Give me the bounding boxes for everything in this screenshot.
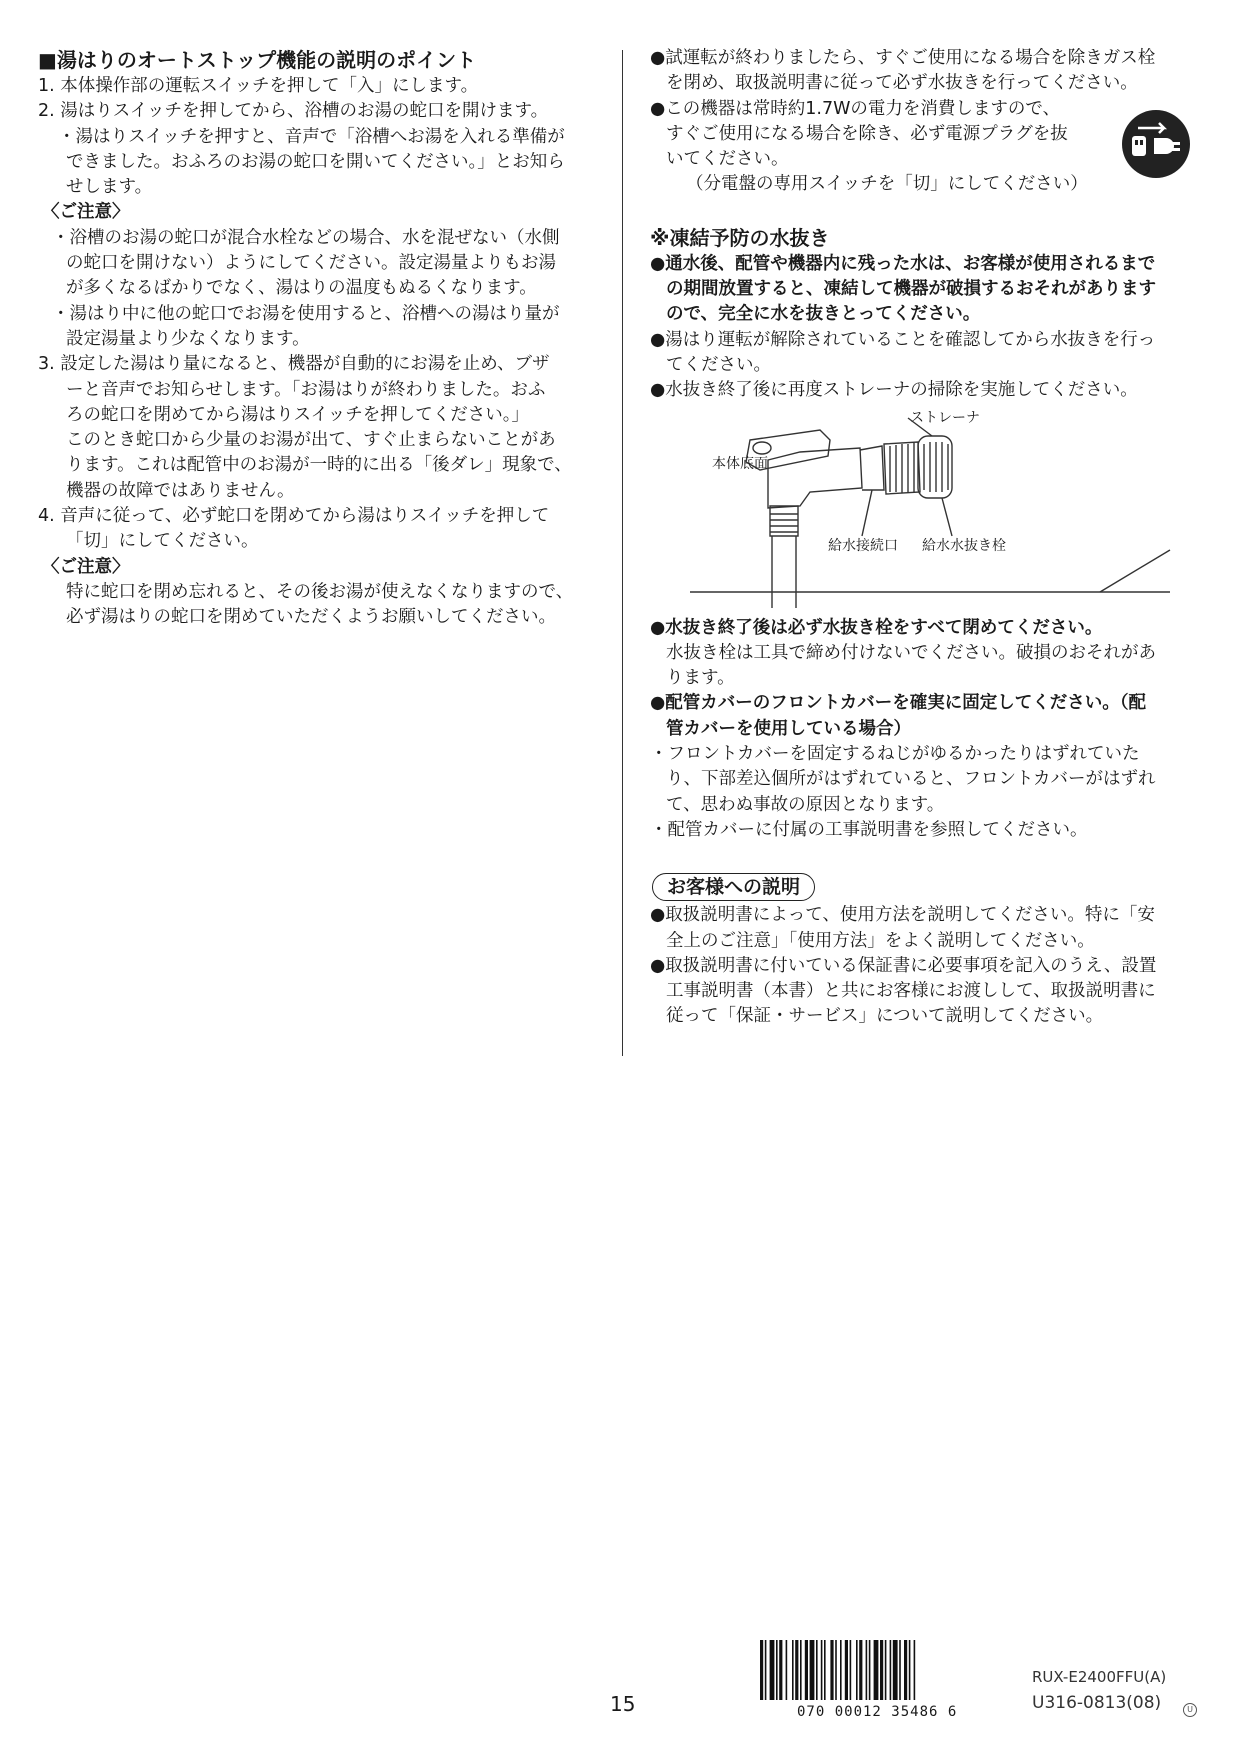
caution-text: 設定湯量より少なくなります。 (66, 328, 310, 349)
barcode-bar (792, 1640, 794, 1700)
step-1: 1. 本体操作部の運転スイッチを押して「入」にします。 (38, 76, 479, 96)
barcode-graphic (758, 1640, 974, 1700)
drain-diagram (650, 410, 1210, 610)
barcode-bar (850, 1640, 852, 1700)
page-number: 15 (610, 1692, 636, 1716)
caution-text: 特に蛇口を閉め忘れると、その後お湯が使えなくなりますので、 (66, 581, 574, 602)
power-note: いてください。 (666, 149, 789, 170)
model-number: RUX-E2400FFU(A) (1032, 1668, 1167, 1686)
step-3: ろの蛇口を閉めてから湯はりスイッチを押してください。」 (66, 404, 530, 425)
step-3: 3. 設定した湯はり量になると、機器が自動的にお湯を止め、ブザ (38, 354, 550, 375)
barcode-bar (869, 1640, 871, 1700)
step-2-sub-line: せします。 (66, 177, 153, 198)
caution-text: 必ず湯はりの蛇口を閉めていただくようお願いしてください。 (66, 607, 556, 628)
freeze-note: てください。 (666, 354, 771, 375)
close-drain-note: ります。 (666, 668, 735, 689)
customer-note: 工事説明書（本書）と共にお客様にお渡しして、取扱説明書に (666, 981, 1156, 1002)
close-drain-note: 水抜き栓は工具で締め付けないでください。破損のおそれがあ (666, 642, 1156, 663)
cover-note: ・フロントカバーを固定するねじがゆるかったりはずれていた (650, 744, 1140, 765)
freeze-warning: の期間放置すると、凍結して機器が破損するおそれがあります (666, 279, 1156, 300)
barcode-bar (856, 1640, 858, 1700)
freeze-note: ●湯はり運転が解除されていることを確認してから水抜きを行っ (650, 329, 1156, 350)
barcode-bar (824, 1640, 826, 1700)
barcode-bar (810, 1640, 815, 1700)
barcode-bar (866, 1640, 868, 1700)
freeze-note: ●水抜き終了後に再度ストレーナの掃除を実施してください。 (650, 380, 1138, 401)
barcode-bar (840, 1640, 842, 1700)
customer-note: 全上のご注意」「使用方法」をよく説明してください。 (666, 930, 1095, 951)
barcode-bar (899, 1640, 901, 1700)
step-3: ーと音声でお知らせします。「お湯はりが終わりました。おふ (66, 379, 546, 400)
barcode-bar (880, 1640, 883, 1700)
barcode-bar (874, 1640, 879, 1700)
barcode-bar (786, 1640, 788, 1700)
barcode-bar (800, 1640, 802, 1700)
barcode-bar (770, 1640, 775, 1700)
barcode-bar (779, 1640, 782, 1700)
caution-text: ・浴槽のお湯の蛇口が混合水栓などの場合、水を混ぜない（水側 (52, 227, 560, 248)
power-note: すぐご使用になる場合を除き、必ず電源プラグを抜 (666, 123, 1068, 144)
cover-note: ・配管カバーに付属の工事説明書を参照してください。 (650, 819, 1088, 840)
barcode-bar (830, 1640, 833, 1700)
barcode-bar (893, 1640, 898, 1700)
cover-note: り、下部差込個所がはずれていると、フロントカバーがはずれ (666, 769, 1156, 790)
cover-warning: ●配管カバーのフロントカバーを確実に固定してください。（配 (650, 693, 1146, 714)
test-run-note: を閉め、取扱説明書に従って必ず水抜きを行ってください。 (666, 73, 1138, 94)
step-3: ります。これは配管中のお湯が一時的に出る「後ダレ」現象で、 (66, 455, 572, 476)
cover-note: て、思わぬ事故の原因となります。 (666, 794, 945, 815)
document-code: U316-0813(08) (1032, 1693, 1162, 1713)
body-bottom-label: 本体底面 (712, 455, 768, 472)
water-inlet-label: 給水接続口 (828, 537, 898, 554)
freeze-warning: ●通水後、配管や機器内に残った水は、お客様が使用されるまで (650, 253, 1156, 274)
barcode-bar (909, 1640, 911, 1700)
barcode-digits: 070 00012 35486 6 (797, 1704, 958, 1720)
caution-text: の蛇口を開けない）ようにしてください。設定湯量よりもお湯 (66, 253, 556, 274)
circle-mark: U (1183, 1703, 1197, 1717)
caution-text: ・湯はり中に他の蛇口でお湯を使用すると、浴槽への湯はり量が (52, 303, 560, 324)
freeze-heading: ※凍結予防の水抜き (650, 225, 830, 250)
power-note: （分電盤の専用スイッチを「切」にしてください） (686, 174, 1088, 195)
step-4: 4. 音声に従って、必ず蛇口を閉めてから湯はりスイッチを押して (38, 506, 550, 527)
close-drain-warning: ●水抜き終了後は必ず水抜き栓をすべて閉めてください。 (650, 617, 1103, 638)
unplug-icon (1120, 108, 1192, 180)
barcode-bar (816, 1640, 818, 1700)
barcode-bar (805, 1640, 808, 1700)
strainer-label: ストレーナ (910, 409, 980, 426)
customer-note: ●取扱説明書によって、使用方法を説明してください。特に「安 (650, 905, 1155, 926)
step-2-sub-line: ・湯はりスイッチを押すと、音声で「浴槽へお湯を入れる準備が (58, 126, 565, 147)
barcode-bar (821, 1640, 823, 1700)
barcode-bar (859, 1640, 862, 1700)
power-note: ●この機器は常時約1.7Wの電力を消費しますので、 (650, 98, 1061, 119)
column-divider (622, 50, 623, 1056)
barcode-bar (795, 1640, 798, 1700)
customer-note: ●取扱説明書に付いている保証書に必要事項を記入のうえ、設置 (650, 955, 1157, 976)
test-run-note: ●試運転が終わりましたら、すぐご使用になる場合を除きガス栓 (650, 48, 1156, 68)
left-column (38, 46, 598, 631)
barcode-bar (885, 1640, 887, 1700)
caution-label: 〈ご注意〉 (42, 202, 130, 223)
customer-explanation-badge: お客様への説明 (652, 873, 815, 901)
caution-text: が多くなるばかりでなく、湯はりの温度もぬるくなります。 (66, 278, 537, 299)
power-section (650, 46, 1210, 198)
right-column (650, 46, 1210, 1030)
customer-note: 従って「保証・サービス」について説明してください。 (666, 1006, 1104, 1027)
barcode-bar (776, 1640, 778, 1700)
barcode-bar (904, 1640, 907, 1700)
drain-plug-label: 給水水抜き栓 (922, 537, 1006, 554)
auto-stop-heading: ■湯はりのオートストップ機能の説明のポイント (38, 48, 477, 72)
barcode-bar (765, 1640, 767, 1700)
freeze-warning: ので、完全に水を抜きとってください。 (666, 304, 981, 325)
step-2-sub-line: できました。おふろのお湯の蛇口を開いてください。」とお知ら (66, 151, 565, 172)
step-3: このとき蛇口から少量のお湯が出て、すぐ止まらないことがあ (66, 430, 556, 451)
step-4: 「切」にしてください。 (66, 531, 259, 552)
barcode-bar (890, 1640, 892, 1700)
barcode-bar (835, 1640, 837, 1700)
barcode-bar (760, 1640, 763, 1700)
barcode-bar (914, 1640, 916, 1700)
cover-warning: 管カバーを使用している場合） (666, 718, 911, 739)
step-2: 2. 湯はりスイッチを押してから、浴槽のお湯の蛇口を開けます。 (38, 101, 549, 122)
caution-label: 〈ご注意〉 (42, 556, 130, 577)
step-3: 機器の故障ではありません。 (66, 480, 295, 501)
drain-diagram-drawing (650, 410, 1210, 610)
barcode-bar (845, 1640, 848, 1700)
